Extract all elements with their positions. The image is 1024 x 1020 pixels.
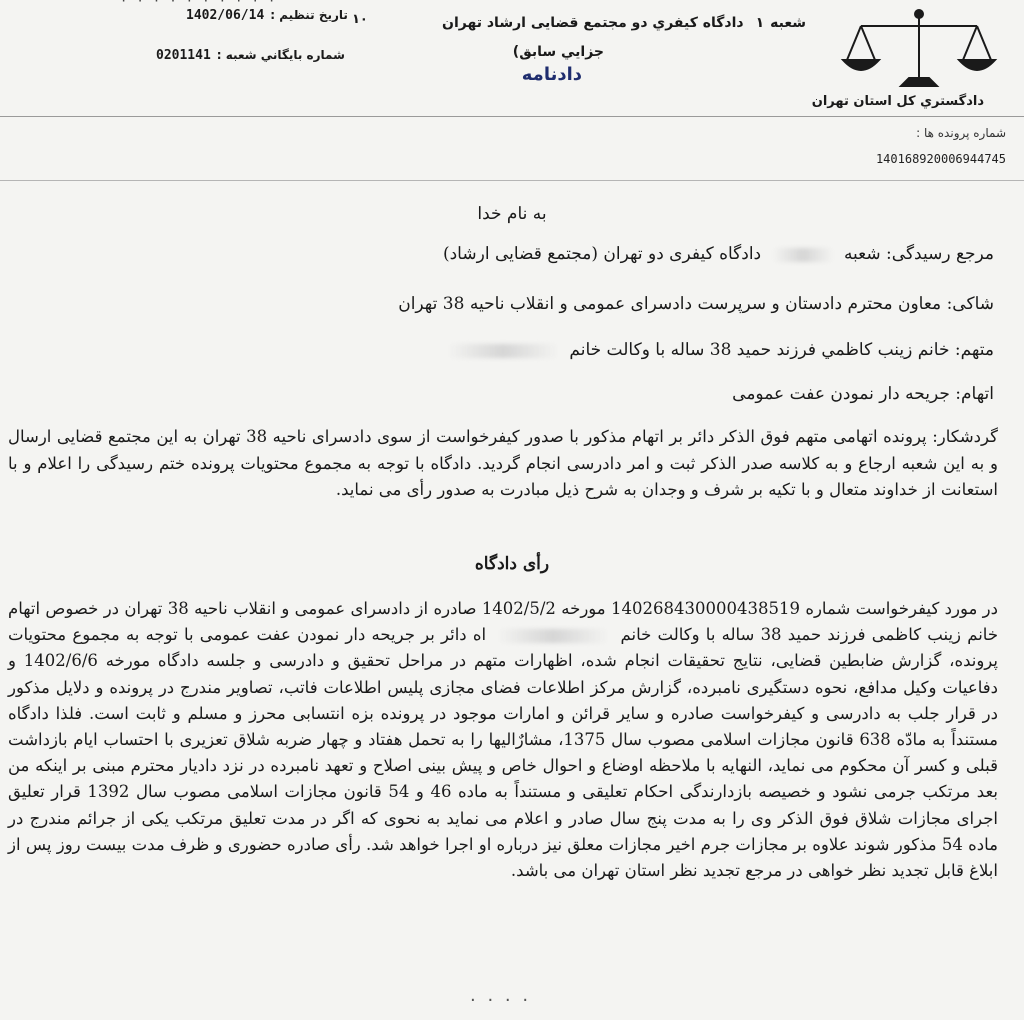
court-subtitle: جزايي سابق) — [512, 44, 604, 60]
issue-date-value: 1402/06/14 — [186, 8, 265, 23]
document-type-title: دادنامه — [521, 64, 582, 85]
accused-label: متهم: — [954, 340, 994, 360]
file-number-label: شماره پرونده ها : — [916, 126, 1006, 140]
case-summary-paragraph — [8, 424, 998, 504]
summary-text: پرونده اتهامی متهم فوق الذکر دائر بر اتهام مذکور با صدور کیفرخواست از سوی دادسرای ناحیه 38 تهران به این مجتمع قضایی ارسال و به این شعبه ارجاع و به کلاسه صدر الذکر ثبت و امر دادرسی انجام گردید. دادگاه با توجه به مجموع محتویات پرونده ختم رسیدگی را اعلام و با استعانت از خداوند متعال و با تکیه بر شرف و وجدان به شرح ذیل مبادرت به صدور رأی می نماید. — [8, 427, 998, 499]
complainant-value: معاون محترم دادستان و سرپرست دادسرای عمومی و انقلاب ناحیه 38 تهران — [398, 294, 942, 314]
issue-date-label: تاریخ تنظیم : — [270, 8, 348, 22]
redacted-lawyer-name-2 — [498, 629, 608, 643]
reference-line — [443, 244, 994, 264]
complainant-label: شاکی: — [946, 294, 994, 314]
charge-label: اتهام: — [955, 384, 994, 404]
issue-date — [186, 8, 348, 23]
signature-marks: · · · · — [470, 990, 532, 1011]
bismillah-heading: به نام خدا — [477, 204, 547, 224]
reference-branch: شعبه — [843, 244, 881, 264]
redacted-lawyer-name — [448, 344, 558, 358]
accused-value: خانم زینب کاظمي فرزند حمید 38 ساله با وکالت خانم — [569, 340, 950, 360]
verdict-text-part-a: در مورد کیفرخواست شماره 140268430000438519 مورخه 1402/5/2 صادره از دادسرای عمومی و انقلاب ناحیه 38 تهران در خصوص اتهام خانم زینب کاظمی فرزند حمید 38 ساله با وکالت خانم — [8, 599, 999, 645]
archive-number-value: 0201141 — [156, 48, 211, 63]
verdict-heading: رأی دادگاه — [474, 554, 550, 574]
archive-number-label: شماره بايگاني شعبه : — [216, 48, 345, 62]
scales-of-justice-icon — [839, 6, 999, 96]
summary-label: گردشکار: — [932, 427, 998, 446]
court-branch-number: ١ — [755, 15, 765, 31]
charge-line — [732, 384, 994, 404]
verdict-text-part-b: اه دائر بر جریحه دار نمودن عفت عمومی با توجه به مجموع محتویات پرونده، گزارش ضابطین قضایی، نتایج تحقیقات انجام شده، اظهارات متهم در مراحل تحقیق و دادرسی و جلسه دادگاه مورخه 1402/6/6 و دفاعیات وکیل مدافع، نحوه دستگیری نامبرده، گزارش مرکز اطلاعات فضای مجازی پلیس اطلاعات فاتب، تصاویر مندرج در پرونده و دلایل مذکور در قرار جلب به دادرسی و کیفرخواست صادره و سایر قرائن و امارات موجود در پرونده بزه انتسابی محرز و مسلم و ثابت است. فلذا دادگاه مستنداً به مادّه 638 قانون مجازات اسلامی مصوب سال 1375، مشارٌالیها را به تحمل هفتاد و چهار ضربه شلاق تعزیری با احتساب ایام بازداشت قبلی و کسر آن محکوم می نماید، النهایه با ملاحظه اوضاع و احوال خاص و پیش بینی اصلاح و تعهد نامبرده در نزد دادیار محترم مبنی بر اینکه من بعد مرتکب جرمی نشود و خصیصه بازدارندگی احکام تعلیقی و مستنداً به ماده 46 و 54 قانون مجازات اسلامی مصوب سال 1392 قرار تعلیق اجرای مجازات شلاق فوق الذکر وی را به مدت پنج سال صادر و اعلام می نماید به نحوی که اگر در مدت تعلیق مرتکب یکی از جرائم مندرج در ماده 54 مذکور شوند علاوه بر مجازات جرم اخیر مجازات معلق نیز درباره او اجرا خواهد شد. رأی صادره حضوری و ظرف مدت بیست روز پس از ابلاغ قابل تجدید نظر خواهی در مرجع تجدید نظر استان تهران می باشد. — [8, 625, 999, 881]
file-divider — [0, 180, 1024, 181]
corner-mark: ١٠ — [352, 12, 368, 27]
charge-value: جریحه دار نمودن عفت عمومی — [732, 384, 950, 404]
cropped-top-digits: · · · · · · · · · · — [120, 0, 277, 8]
reference-court: دادگاه کیفری دو تهران (مجتمع قضایی ارشاد) — [442, 244, 762, 264]
complainant-line — [398, 294, 994, 314]
court-title — [442, 12, 806, 34]
header-divider — [0, 116, 1024, 117]
reference-label: مرجع رسیدگی: — [886, 244, 994, 264]
archive-number — [156, 48, 345, 63]
file-number-value: 140168920006944745 — [875, 152, 1006, 166]
verdict-paragraph — [8, 596, 998, 884]
redacted-branch-number — [773, 248, 833, 262]
accused-line — [442, 340, 994, 360]
judiciary-caption: دادگستري كل استان تهران — [811, 94, 984, 109]
court-branch-label: شعبه — [770, 15, 806, 31]
court-name: دادگاه کیفري دو مجتمع قضایی ارشاد تهران — [442, 15, 744, 31]
